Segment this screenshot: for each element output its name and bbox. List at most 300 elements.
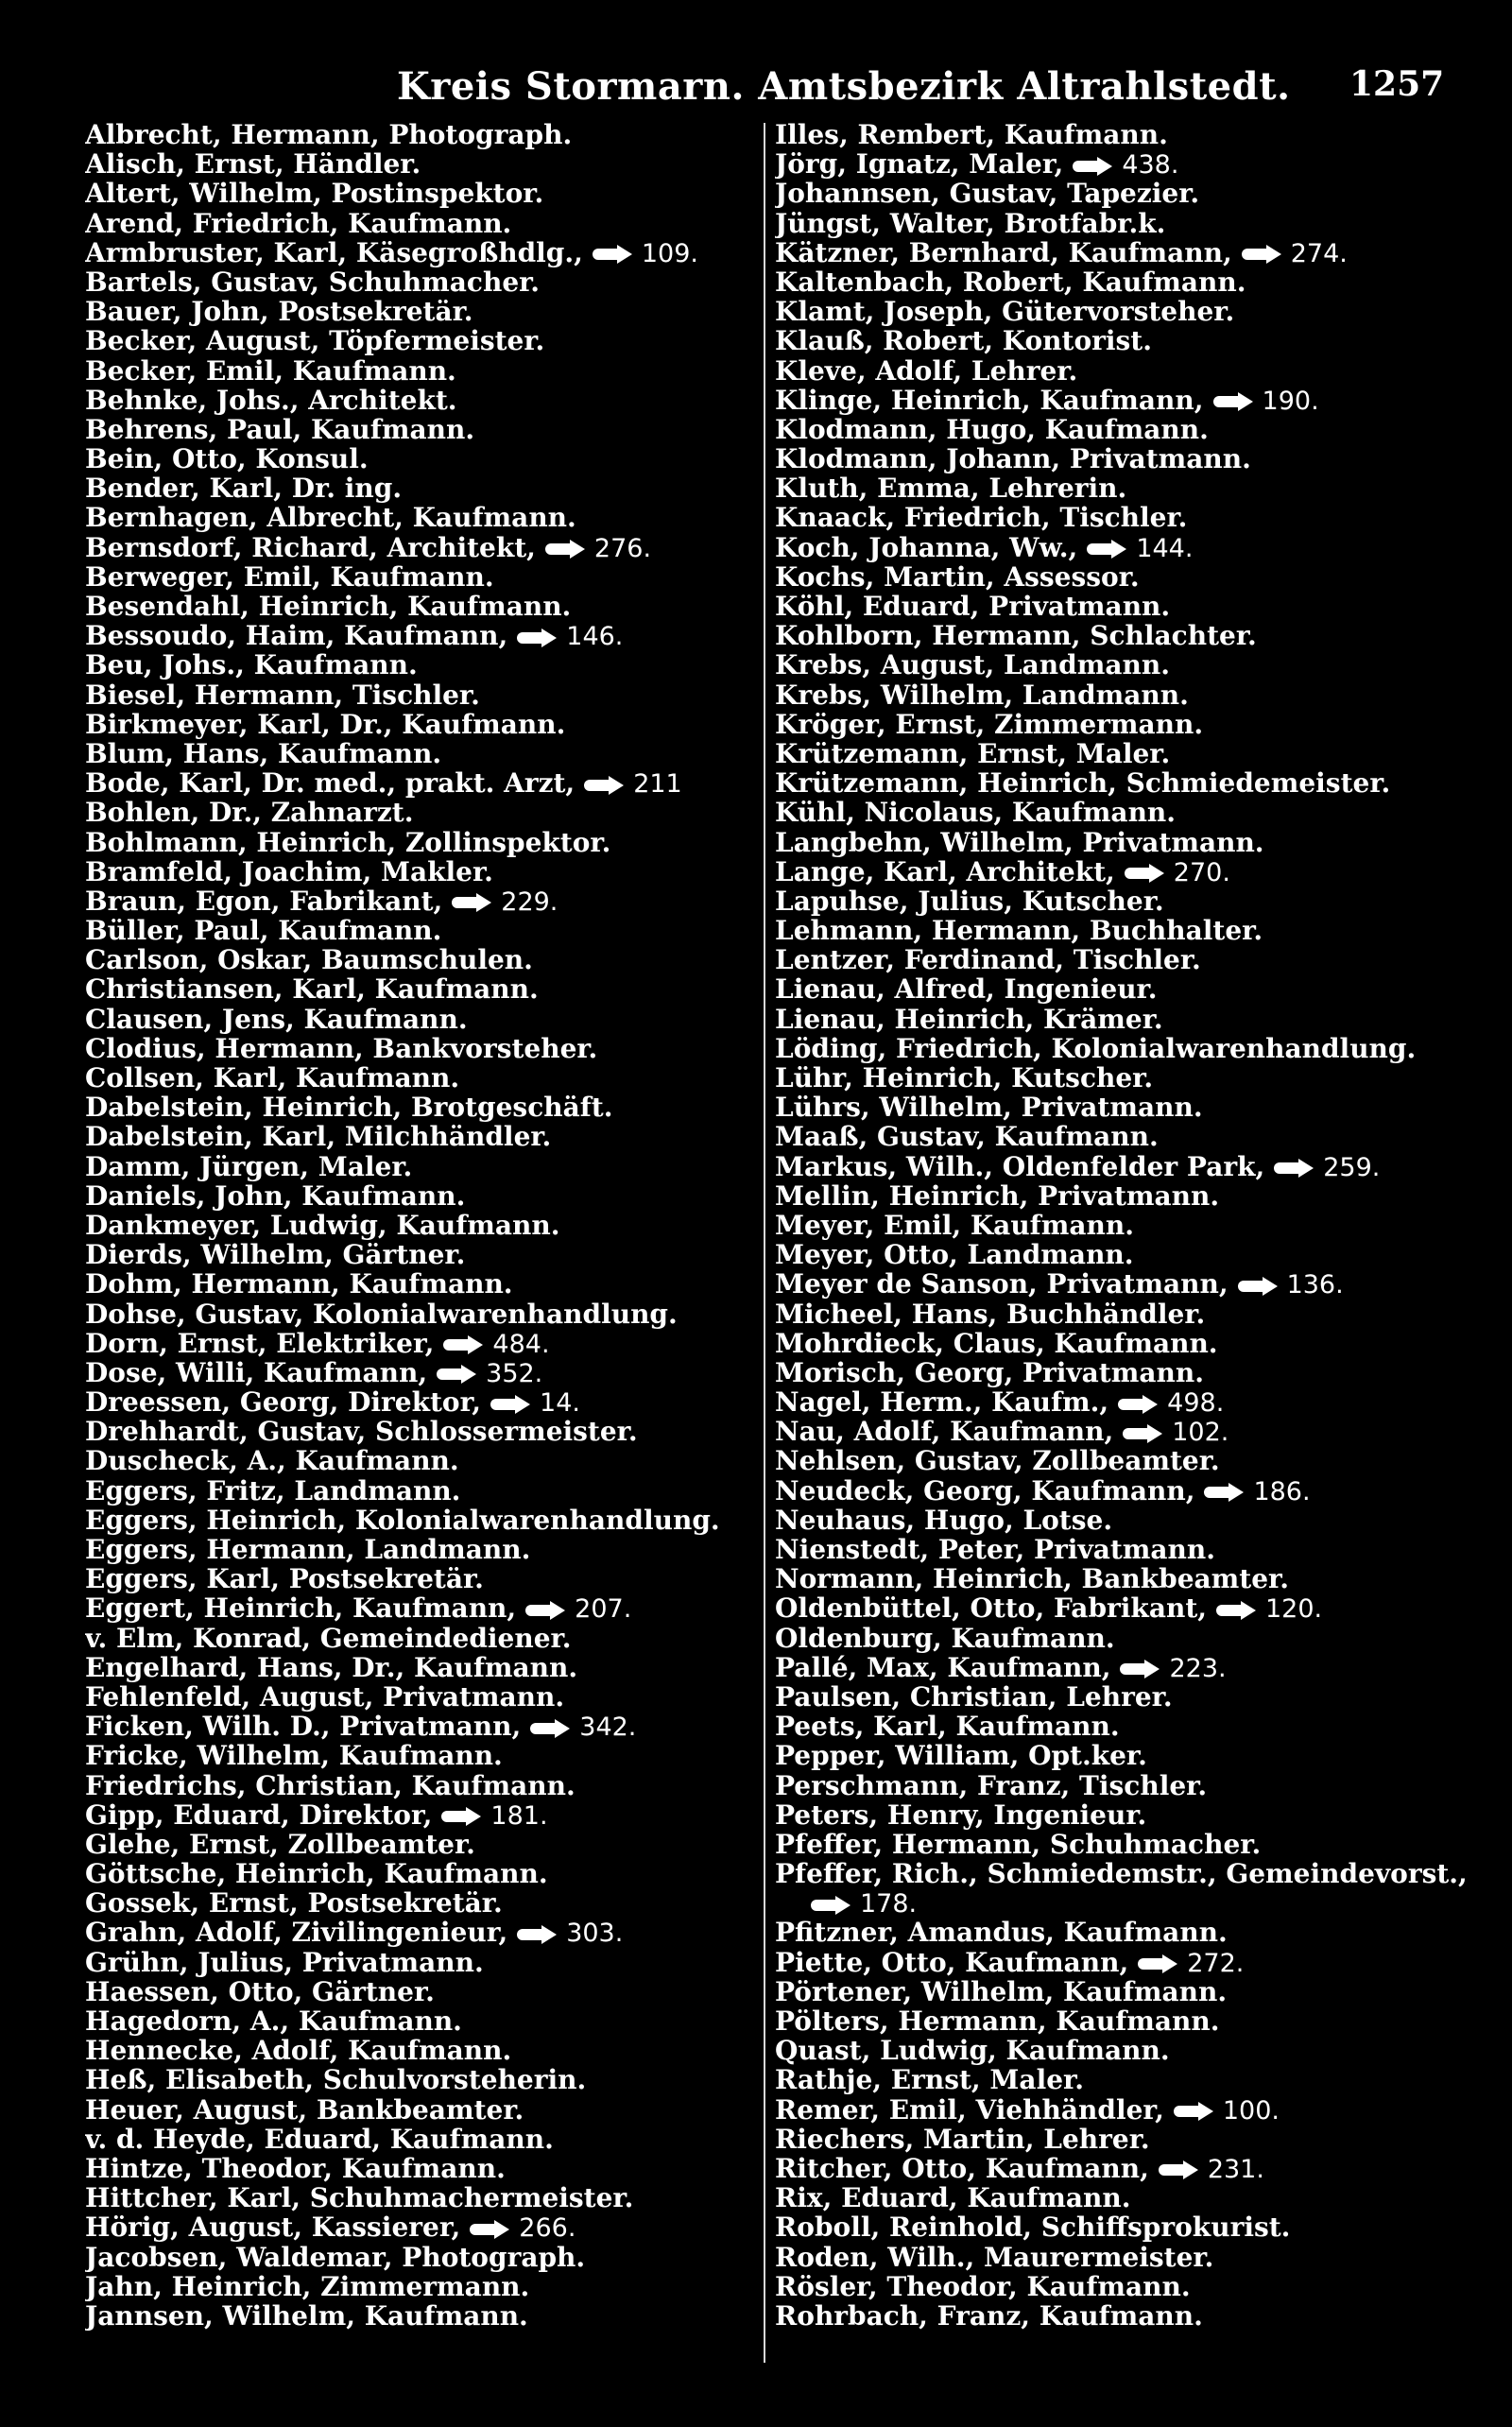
entry-text: Gossek, Ernst, Postsekretär.: [85, 1888, 503, 1919]
directory-entry: [775, 1977, 1474, 2006]
directory-entry: [775, 356, 1474, 386]
directory-entry: [775, 503, 1474, 532]
entry-text: Pörtener, Wilhelm, Kaufmann.: [775, 1976, 1228, 2006]
entry-text: Jüngst, Walter, Brotfabr.k.: [775, 208, 1166, 238]
pointing-hand-icon: [437, 1365, 478, 1384]
entry-text: v. d. Heyde, Eduard, Kaufmann.: [85, 2124, 554, 2154]
directory-entry: [85, 2095, 784, 2125]
entry-reference-number: 109.: [641, 238, 698, 267]
directory-entry: [85, 1948, 784, 1977]
directory-entry: [85, 2212, 784, 2242]
entry-text: Behnke, Johs., Architekt.: [85, 385, 457, 415]
directory-entry: [775, 650, 1474, 680]
entry-text: Eggers, Karl, Postsekretär.: [85, 1564, 484, 1594]
directory-entry: [775, 2065, 1474, 2094]
entry-text: Altert, Wilhelm, Postinspektor.: [85, 179, 544, 209]
entry-text: Pallé, Max, Kaufmann,: [775, 1652, 1111, 1682]
entry-text: Hennecke, Adolf, Kaufmann.: [85, 2036, 512, 2066]
directory-entry: [775, 828, 1474, 857]
pointing-hand-icon: [490, 1395, 532, 1414]
entry-text: Lehmann, Hermann, Buchhalter.: [775, 916, 1263, 946]
directory-entry: [775, 2301, 1474, 2331]
entry-text: Büller, Paul, Kaufmann.: [85, 916, 442, 946]
entry-text: Morisch, Georg, Privatmann.: [775, 1357, 1204, 1388]
directory-entry: [775, 1211, 1474, 1240]
entry-reference-number: 231.: [1207, 2154, 1264, 2184]
directory-entry: [85, 1535, 784, 1564]
page-number: 1257: [1349, 64, 1445, 104]
entry-reference-number: 207.: [575, 1594, 632, 1624]
entry-reference-number: 342.: [579, 1713, 637, 1742]
entry-text: Fricke, Wilhelm, Kaufmann.: [85, 1741, 503, 1771]
entry-text: v. Elm, Konrad, Gemeindediener.: [85, 1623, 572, 1653]
directory-entry: [85, 120, 784, 149]
directory-entry: [775, 739, 1474, 768]
entry-text: Hörig, August, Kassierer,: [85, 2212, 461, 2243]
entry-text: Dose, Willi, Kaufmann,: [85, 1357, 428, 1388]
directory-entry: [775, 267, 1474, 297]
entry-text: Grahn, Adolf, Zivilingenieur,: [85, 1918, 508, 1948]
entry-text: Biesel, Hermann, Tischler.: [85, 680, 480, 710]
entry-text: Klamt, Joseph, Gütervorsteher.: [775, 297, 1235, 327]
directory-entry: [775, 209, 1474, 238]
entry-text: Bartels, Gustav, Schuhmacher.: [85, 267, 541, 298]
directory-entry: [775, 1918, 1474, 1947]
pointing-hand-icon: [1118, 1395, 1160, 1414]
directory-entry: [775, 326, 1474, 355]
pointing-hand-icon: [530, 1719, 572, 1738]
directory-entry: [775, 680, 1474, 710]
entry-text: Heß, Elisabeth, Schulvorsteherin.: [85, 2065, 587, 2095]
directory-entry: [85, 473, 784, 503]
directory-entry: [85, 503, 784, 532]
directory-entry: [85, 149, 784, 179]
pointing-hand-icon: [593, 245, 634, 264]
directory-entry: [775, 1506, 1474, 1535]
directory-entry: [85, 386, 784, 415]
entry-text: Drehhardt, Gustav, Schlossermeister.: [85, 1417, 638, 1447]
directory-entry: [775, 1417, 1474, 1446]
directory-entry: [85, 1771, 784, 1800]
directory-entry: [775, 1771, 1474, 1800]
directory-entry: [775, 149, 1474, 179]
directory-entry: [775, 1063, 1474, 1093]
entry-text: Kluth, Emma, Lehrerin.: [775, 473, 1127, 504]
directory-entry: [775, 2006, 1474, 2036]
entry-text: Bernhagen, Albrecht, Kaufmann.: [85, 503, 576, 533]
page-header: [0, 57, 1512, 123]
directory-entry: [775, 1269, 1474, 1299]
directory-entry: [85, 1446, 784, 1475]
directory-entry: [85, 1211, 784, 1240]
entry-text: Dabelstein, Heinrich, Brotgeschäft.: [85, 1093, 613, 1123]
directory-entry: [775, 916, 1474, 945]
entry-text: Kohlborn, Hermann, Schlachter.: [775, 621, 1257, 651]
entry-text: Jannsen, Wilhelm, Kaufmann.: [85, 2300, 528, 2332]
entry-text: Pölters, Hermann, Kaufmann.: [775, 2006, 1220, 2037]
directory-entry: [775, 945, 1474, 974]
directory-entry: [775, 1888, 1474, 1918]
directory-entry: [85, 680, 784, 710]
entry-text: Haessen, Otto, Gärtner.: [85, 1976, 435, 2006]
directory-entry: [775, 1329, 1474, 1358]
right-column: [775, 120, 1474, 2331]
entry-text: Nagel, Herm., Kaufm.,: [775, 1387, 1109, 1418]
directory-entry: [85, 621, 784, 650]
entry-text: Christiansen, Karl, Kaufmann.: [85, 974, 539, 1005]
directory-entry: [775, 179, 1474, 208]
entry-text: Riechers, Martin, Lehrer.: [775, 2124, 1150, 2154]
directory-entry: [85, 857, 784, 886]
entry-text: Nehlsen, Gustav, Zollbeamter.: [775, 1446, 1220, 1476]
entry-text: Krebs, Wilhelm, Landmann.: [775, 680, 1189, 710]
entry-text: Albrecht, Hermann, Photograph.: [85, 120, 573, 150]
directory-entry: [775, 621, 1474, 650]
entry-text: Lührs, Wilhelm, Privatmann.: [775, 1093, 1203, 1123]
entry-text: Neuhaus, Hugo, Lotse.: [775, 1505, 1113, 1535]
entry-text: Meyer, Otto, Landmann.: [775, 1240, 1134, 1270]
entry-text: Knaack, Friedrich, Tischler.: [775, 503, 1188, 533]
entry-text: Meyer de Sanson, Privatmann,: [775, 1269, 1228, 1300]
directory-entry: [85, 1712, 784, 1741]
entry-text: Krützemann, Ernst, Maler.: [775, 738, 1171, 769]
entry-text: Engelhard, Hans, Dr., Kaufmann.: [85, 1652, 578, 1682]
directory-entry: [775, 415, 1474, 444]
directory-entry: [775, 886, 1474, 916]
entry-text: Kochs, Martin, Assessor.: [775, 561, 1140, 592]
directory-entry: [85, 1741, 784, 1770]
directory-entry: [775, 2212, 1474, 2242]
entry-text: Normann, Heinrich, Bankbeamter.: [775, 1564, 1289, 1594]
entry-text: Köhl, Eduard, Privatmann.: [775, 592, 1171, 622]
directory-entry: [775, 1034, 1474, 1063]
entry-text: Bramfeld, Joachim, Makler.: [85, 856, 493, 886]
directory-entry: [85, 297, 784, 326]
directory-entry: [85, 1800, 784, 1830]
entry-text: Bessoudo, Haim, Kaufmann,: [85, 621, 508, 651]
directory-entry: [775, 297, 1474, 326]
directory-entry: [775, 238, 1474, 267]
pointing-hand-icon: [1125, 864, 1166, 883]
directory-entry: [775, 1653, 1474, 1682]
entry-text: Remer, Emil, Viehhändler,: [775, 2094, 1164, 2125]
directory-entry: [775, 1624, 1474, 1653]
entry-text: Kätzner, Bernhard, Kaufmann,: [775, 237, 1232, 267]
entry-text: Alisch, Ernst, Händler.: [85, 149, 421, 180]
pointing-hand-icon: [441, 1807, 483, 1826]
pointing-hand-icon: [1138, 1954, 1179, 1973]
entry-reference-number: 484.: [492, 1329, 550, 1358]
entry-text: Jahn, Heinrich, Zimmermann.: [85, 2271, 530, 2301]
directory-entry: [85, 2125, 784, 2154]
entry-text: Dreessen, Georg, Direktor,: [85, 1387, 482, 1418]
entry-text: Becker, Emil, Kaufmann.: [85, 355, 456, 386]
entry-reference-number: 274.: [1290, 238, 1348, 267]
entry-text: Dorn, Ernst, Elektriker,: [85, 1328, 435, 1358]
directory-entry: [85, 533, 784, 562]
entry-text: Besendahl, Heinrich, Kaufmann.: [85, 592, 572, 622]
directory-entry: [775, 1093, 1474, 1122]
directory-entry: [85, 2036, 784, 2065]
entry-text: Birkmeyer, Karl, Dr., Kaufmann.: [85, 709, 566, 739]
pointing-hand-icon: [517, 1925, 558, 1944]
directory-entry: [85, 2154, 784, 2183]
directory-entry: [85, 798, 784, 827]
directory-entry: [85, 444, 784, 473]
directory-entry: [85, 1093, 784, 1122]
directory-entry: [775, 562, 1474, 592]
entry-text: Lentzer, Ferdinand, Tischler.: [775, 945, 1201, 975]
directory-entry: [85, 1653, 784, 1682]
entry-text: Rix, Eduard, Kaufmann.: [775, 2183, 1131, 2213]
entry-text: Peters, Henry, Ingenieur.: [775, 1799, 1147, 1830]
entry-reference-number: 229.: [501, 886, 558, 917]
directory-entry: [775, 2125, 1474, 2154]
pointing-hand-icon: [1242, 245, 1283, 264]
entry-text: Perschmann, Franz, Tischler.: [775, 1770, 1208, 1800]
entry-reference-number: 14.: [540, 1388, 580, 1418]
entry-reference-number: 120.: [1265, 1594, 1323, 1624]
entry-text: Langbehn, Wilhelm, Privatmann.: [775, 827, 1264, 857]
directory-entry: [85, 209, 784, 238]
entry-text: Ficken, Wilh. D., Privatmann,: [85, 1712, 522, 1742]
entry-text: Roboll, Reinhold, Schiffsprokurist.: [775, 2212, 1291, 2243]
pointing-hand-icon: [517, 628, 558, 647]
directory-entry: [85, 1564, 784, 1593]
entry-text: Duscheck, A., Kaufmann.: [85, 1446, 459, 1476]
entry-reference-number: 438.: [1122, 150, 1179, 180]
entry-text: Becker, August, Töpfermeister.: [85, 326, 545, 356]
entry-text: Grühn, Julius, Privatmann.: [85, 1947, 484, 1977]
left-column: [85, 120, 784, 2331]
directory-entry: [85, 974, 784, 1004]
pointing-hand-icon: [1159, 2160, 1200, 2179]
directory-entry: [85, 1830, 784, 1859]
entry-text: Hittcher, Karl, Schuhmachermeister.: [85, 2183, 634, 2213]
entry-reference-number: 144.: [1136, 533, 1194, 562]
entry-text: Clodius, Hermann, Bankvorsteher.: [85, 1033, 598, 1063]
entry-text: Oldenbüttel, Otto, Fabrikant,: [775, 1593, 1207, 1624]
entry-text: Heuer, August, Bankbeamter.: [85, 2094, 524, 2125]
directory-entry: [775, 444, 1474, 473]
entry-reference-number: 272.: [1187, 1948, 1245, 1977]
entry-reference-number: 223.: [1169, 1653, 1227, 1682]
directory-entry: [775, 2036, 1474, 2065]
entry-text: Eggers, Hermann, Landmann.: [85, 1535, 531, 1565]
directory-entry: [85, 1005, 784, 1034]
directory-entry: [775, 1859, 1474, 1888]
directory-entry: [85, 1152, 784, 1181]
entry-text: Dankmeyer, Ludwig, Kaufmann.: [85, 1210, 560, 1241]
entry-text: Johannsen, Gustav, Tapezier.: [775, 179, 1200, 209]
directory-entry: [85, 2065, 784, 2094]
entry-text: Dierds, Wilhelm, Gärtner.: [85, 1240, 466, 1270]
entry-text: Lapuhse, Julius, Kutscher.: [775, 886, 1164, 917]
entry-text: Gipp, Eduard, Direktor,: [85, 1799, 433, 1830]
pointing-hand-icon: [1120, 1660, 1161, 1678]
entry-text: Bode, Karl, Dr. med., prakt. Arzt,: [85, 768, 576, 799]
directory-entry: [775, 1593, 1474, 1623]
directory-entry: [775, 533, 1474, 562]
entry-text: Kühl, Nicolaus, Kaufmann.: [775, 798, 1177, 828]
pointing-hand-icon: [1174, 2102, 1215, 2121]
directory-entry: [775, 1830, 1474, 1859]
entry-text: Lienau, Heinrich, Krämer.: [775, 1004, 1163, 1034]
directory-entry: [775, 1358, 1474, 1387]
entry-text: Lienau, Alfred, Ingenieur.: [775, 974, 1158, 1005]
entry-text: Friedrichs, Christian, Kaufmann.: [85, 1770, 576, 1800]
entry-text: Bernsdorf, Richard, Architekt,: [85, 532, 536, 562]
pointing-hand-icon: [1204, 1483, 1246, 1502]
directory-entry: [775, 2183, 1474, 2212]
entry-text: Lühr, Heinrich, Kutscher.: [775, 1063, 1154, 1093]
entry-reference-number: 270.: [1173, 857, 1230, 886]
directory-entry: [775, 1948, 1474, 1977]
entry-reference-number: 136.: [1286, 1270, 1344, 1300]
entry-text: Pfitzner, Amandus, Kaufmann.: [775, 1918, 1228, 1948]
entry-text: Löding, Friedrich, Kolonialwarenhandlung.: [775, 1033, 1417, 1063]
directory-entry: [85, 1417, 784, 1446]
entry-text: Jacobsen, Waldemar, Photograph.: [85, 2242, 586, 2272]
directory-entry: [85, 1034, 784, 1063]
directory-entry: [85, 1269, 784, 1299]
directory-entry: [85, 1329, 784, 1358]
entry-text: Kröger, Ernst, Zimmermann.: [775, 709, 1204, 739]
entry-text: Collsen, Karl, Kaufmann.: [85, 1063, 460, 1093]
entry-text: Klodmann, Johann, Privatmann.: [775, 444, 1251, 474]
directory-entry: [775, 1446, 1474, 1475]
directory-entry: [775, 768, 1474, 798]
entry-reference-number: 102.: [1172, 1418, 1229, 1447]
directory-entry: [775, 2154, 1474, 2183]
directory-entry: [775, 1005, 1474, 1034]
directory-entry: [85, 1888, 784, 1918]
entry-reference-number: 186.: [1253, 1476, 1311, 1506]
pointing-hand-icon: [1216, 1601, 1258, 1620]
pointing-hand-icon: [1213, 392, 1255, 411]
directory-entry: [775, 2243, 1474, 2272]
directory-entry: [85, 562, 784, 592]
directory-entry: [85, 1506, 784, 1535]
entry-reference-number: 181.: [490, 1800, 548, 1830]
directory-entry: [775, 1476, 1474, 1506]
entry-text: Klinge, Heinrich, Kaufmann,: [775, 385, 1204, 415]
entry-reference-number: 190.: [1262, 386, 1319, 415]
pointing-hand-icon: [525, 1601, 567, 1620]
pointing-hand-icon: [452, 893, 493, 912]
entry-text: Rösler, Theodor, Kaufmann.: [775, 2271, 1191, 2301]
directory-entry: [85, 356, 784, 386]
directory-entry: [85, 2006, 784, 2036]
entry-text: Meyer, Emil, Kaufmann.: [775, 1210, 1134, 1241]
directory-entry: [85, 768, 784, 798]
directory-entry: [775, 386, 1474, 415]
directory-entry: [85, 1181, 784, 1211]
entry-text: Illes, Rembert, Kaufmann.: [775, 120, 1168, 150]
entry-text: Oldenburg, Kaufmann.: [775, 1623, 1115, 1653]
directory-entry: [85, 1624, 784, 1653]
directory-entry: [85, 2183, 784, 2212]
directory-entry: [775, 1152, 1474, 1181]
entry-text: Nienstedt, Peter, Privatmann.: [775, 1535, 1216, 1565]
entry-text: Peets, Karl, Kaufmann.: [775, 1712, 1120, 1742]
pointing-hand-icon: [1123, 1424, 1164, 1443]
entry-text: Bohlen, Dr., Zahnarzt.: [85, 798, 414, 828]
entry-text: Damm, Jürgen, Maler.: [85, 1151, 413, 1181]
page-title: Kreis Stormarn. Amtsbezirk Altrahlstedt.: [397, 64, 1291, 109]
entry-text: Krebs, August, Landmann.: [775, 650, 1170, 680]
directory-entry: [775, 798, 1474, 827]
directory-entry: [775, 2272, 1474, 2301]
directory-entry: [85, 1593, 784, 1623]
entry-text: Ritcher, Otto, Kaufmann,: [775, 2153, 1149, 2184]
directory-entry: [775, 710, 1474, 739]
directory-entry: [85, 1977, 784, 2006]
entry-text: Nau, Adolf, Kaufmann,: [775, 1417, 1114, 1447]
directory-entry: [85, 828, 784, 857]
entry-text: Neudeck, Georg, Kaufmann,: [775, 1475, 1195, 1506]
entry-text: Rohrbach, Franz, Kaufmann.: [775, 2300, 1203, 2332]
entry-text: Hintze, Theodor, Kaufmann.: [85, 2153, 506, 2184]
directory-entry: [85, 592, 784, 621]
pointing-hand-icon: [1274, 1159, 1315, 1178]
entry-text: Carlson, Oskar, Baumschulen.: [85, 945, 533, 975]
entry-text: Armbruster, Karl, Käsegroßhdlg.,: [85, 237, 583, 267]
pointing-hand-icon: [584, 776, 626, 795]
directory-entry: [85, 650, 784, 680]
entry-text: Eggers, Heinrich, Kolonialwarenhandlung.: [85, 1505, 720, 1535]
entry-reference-number: 266.: [519, 2213, 576, 2243]
directory-entry: [775, 1800, 1474, 1830]
entry-reference-number: 276.: [593, 533, 652, 562]
directory-entry: [85, 2272, 784, 2301]
directory-entry: [775, 473, 1474, 503]
directory-entry: [775, 1300, 1474, 1329]
entry-text: Pfeffer, Rich., Schmiedemstr., Gemeindevorst.,: [775, 1859, 1468, 1889]
entry-text: Hagedorn, A., Kaufmann.: [85, 2006, 462, 2037]
directory-entry: [85, 916, 784, 945]
entry-text: Jörg, Ignatz, Maler,: [775, 149, 1064, 180]
entry-text: Glehe, Ernst, Zollbeamter.: [85, 1829, 475, 1860]
entry-reference-number: 146.: [566, 622, 624, 651]
entry-reference-number: 211: [633, 769, 682, 799]
entry-text: Krützemann, Heinrich, Schmiedemeister.: [775, 768, 1391, 799]
entry-text: Kaltenbach, Robert, Kaufmann.: [775, 267, 1246, 298]
entry-text: Berweger, Emil, Kaufmann.: [85, 561, 494, 592]
directory-entry: [775, 1682, 1474, 1712]
entry-text: Klauß, Robert, Kontorist.: [775, 326, 1152, 356]
directory-entry: [775, 120, 1474, 149]
directory-entry: [85, 1476, 784, 1506]
directory-entry: [85, 886, 784, 916]
directory-entry: [775, 1387, 1474, 1417]
entry-text: Paulsen, Christian, Lehrer.: [775, 1681, 1173, 1713]
entry-text: Lange, Karl, Architekt,: [775, 856, 1115, 886]
directory-entry: [85, 326, 784, 355]
entry-text: Quast, Ludwig, Kaufmann.: [775, 2036, 1170, 2066]
pointing-hand-icon: [545, 540, 587, 559]
directory-entry: [775, 1741, 1474, 1770]
entry-text: Dohse, Gustav, Kolonialwarenhandlung.: [85, 1299, 678, 1329]
directory-entry: [85, 238, 784, 267]
entry-text: Bender, Karl, Dr. ing.: [85, 473, 403, 504]
directory-entry: [85, 1387, 784, 1417]
directory-entry: [85, 1358, 784, 1387]
entry-text: Pepper, William, Opt.ker.: [775, 1741, 1147, 1771]
directory-entry: [85, 2243, 784, 2272]
directory-entry: [775, 1535, 1474, 1564]
directory-entry: [85, 710, 784, 739]
